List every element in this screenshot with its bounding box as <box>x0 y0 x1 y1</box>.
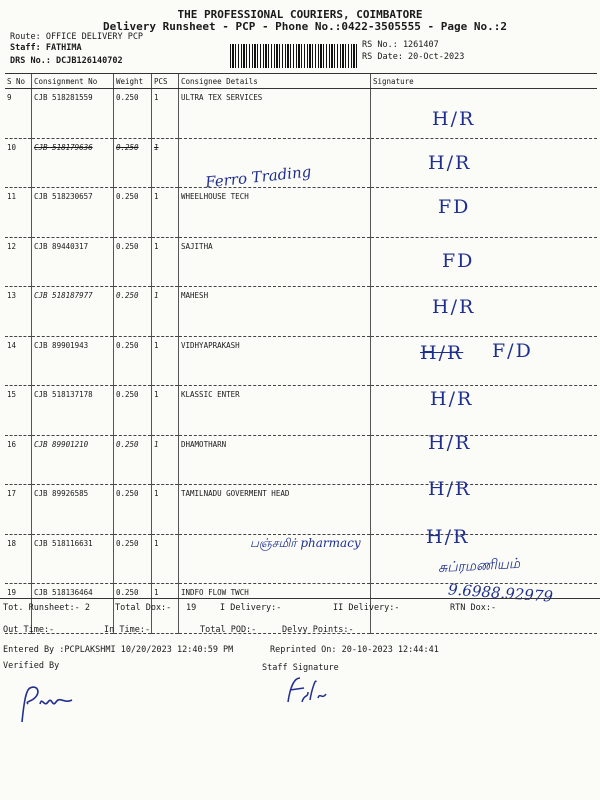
rs-date: RS Date: 20-Oct-2023 <box>362 52 465 62</box>
col-weight: Weight <box>114 74 152 89</box>
row-weight: 0.250 <box>114 237 152 287</box>
col-pcs: PCS <box>152 74 179 89</box>
table-row <box>5 435 597 485</box>
entered-by: Entered By :PCPLAKSHMI 10/20/2023 12:40:59 PM <box>3 645 234 655</box>
total-dox-label: Total Dox:- <box>115 603 172 613</box>
row-consignment: CJB 89901943 <box>32 336 114 386</box>
row-pcs: 1 <box>152 584 179 634</box>
row-consignee: KLASSIC ENTER <box>179 386 371 436</box>
table-row <box>5 89 597 139</box>
table-row <box>5 485 597 535</box>
company-name: THE PROFESSIONAL COURIERS, COIMBATORE <box>177 8 423 21</box>
signature-10: H/R <box>428 152 472 174</box>
row-sno: 13 <box>5 287 32 337</box>
signature-13: H/R <box>432 296 476 318</box>
row-consignment: CJB 89440317 <box>32 237 114 287</box>
row-weight: 0.250 <box>114 584 152 634</box>
row-signature-cell <box>371 237 598 287</box>
row-pcs: 1 <box>152 336 179 386</box>
row-weight: 0.250 <box>114 435 152 485</box>
row-sno: 14 <box>5 336 32 386</box>
row-pcs: 1 <box>152 534 179 584</box>
handwritten-note-10: Ferro Trading <box>204 162 313 192</box>
row-sno: 19 <box>5 584 32 634</box>
row-sno: 18 <box>5 534 32 584</box>
handwritten-note-18: பஞ்சமிர் pharmacy <box>250 536 361 550</box>
col-sno: S No <box>5 74 32 89</box>
reprinted-on: Reprinted On: 20-10-2023 12:44:41 <box>270 645 439 655</box>
row-pcs: 1 <box>152 287 179 337</box>
in-time: In Time:- <box>104 625 151 635</box>
row-pcs: 1 <box>152 138 179 188</box>
row-consignment: CJB 518137178 <box>32 386 114 436</box>
signature-11: FD <box>438 196 471 218</box>
col-consignee: Consignee Details <box>179 74 371 89</box>
i-delivery: I Delivery:- <box>220 603 282 613</box>
row-sno: 10 <box>5 138 32 188</box>
row-consignee: VIDHYAPRAKASH <box>179 336 371 386</box>
tot-runsheet: Tot. Runsheet:- 2 <box>3 603 90 613</box>
row-pcs: 1 <box>152 237 179 287</box>
row-consignment: CJB 518187977 <box>32 287 114 337</box>
runsheet-title: Delivery Runsheet - PCP - Phone No.:0422-3505555 - Page No.:2 <box>103 20 507 33</box>
row-consignment: CJB 89901210 <box>32 435 114 485</box>
total-dox-value: 19 <box>186 603 197 613</box>
row-consignment: CJB 518281559 <box>32 89 114 139</box>
row-weight: 0.250 <box>114 534 152 584</box>
row-consignment: CJB 518179636 <box>32 138 114 188</box>
row-signature-cell <box>371 89 598 139</box>
row-consignee: ULTRA TEX SERVICES <box>179 89 371 139</box>
row-signature-cell <box>371 485 598 535</box>
table-header-row <box>5 74 597 89</box>
row-consignment: CJB 518230657 <box>32 188 114 238</box>
row-consignee: MAHESH <box>179 287 371 337</box>
staff-text: Staff: FATHIMA <box>10 43 82 53</box>
drs-number: DRS No.: DCJB126140702 <box>10 56 123 66</box>
barcode <box>230 44 358 68</box>
footer-divider <box>0 598 600 599</box>
row-pcs: 1 <box>152 188 179 238</box>
row-weight: 0.250 <box>114 188 152 238</box>
table-row <box>5 188 597 238</box>
row-weight: 0.250 <box>114 336 152 386</box>
verified-by: Verified By <box>3 661 60 671</box>
signature-14: F/D <box>492 340 533 362</box>
table-row <box>5 386 597 436</box>
row-signature-cell <box>371 386 598 436</box>
staff-signature-label: Staff Signature <box>262 663 339 673</box>
rtn-dox: RTN Dox:- <box>450 603 497 613</box>
row-consignment: CJB 518136464 <box>32 584 114 634</box>
row-sno: 15 <box>5 386 32 436</box>
row-consignee: SAJITHA <box>179 237 371 287</box>
ii-delivery: II Delivery:- <box>333 603 400 613</box>
row-pcs: 1 <box>152 435 179 485</box>
out-time: Out Time:- <box>3 625 55 635</box>
col-signature: Signature <box>371 74 598 89</box>
handwritten-note-19: சுப்ரமணியம் <box>437 555 521 577</box>
row-consignment: CJB 518116631 <box>32 534 114 584</box>
signature-12: FD <box>442 250 475 272</box>
staff-signature <box>282 672 332 712</box>
signature-17: H/R <box>428 478 472 500</box>
row-sno: 17 <box>5 485 32 535</box>
row-signature-cell <box>371 287 598 337</box>
signature-16: H/R <box>428 432 472 454</box>
row-signature-cell <box>371 188 598 238</box>
row-consignee: DHAMOTHARN <box>179 435 371 485</box>
row-pcs: 1 <box>152 89 179 139</box>
row-signature-cell <box>371 435 598 485</box>
table-row <box>5 237 597 287</box>
signature-15: H/R <box>430 388 474 410</box>
row-consignee: TAMILNADU GOVERMENT HEAD <box>179 485 371 535</box>
signature-14-struck: H/R <box>420 342 464 364</box>
row-consignment: CJB 89926585 <box>32 485 114 535</box>
route-text: Route: OFFICE DELIVERY PCP <box>10 32 144 42</box>
total-pod: Total POD:- <box>200 625 257 635</box>
handwritten-phone: 9.6988.92979 <box>447 580 554 606</box>
delvy-points: Delvy Points:- <box>282 625 354 635</box>
signature-18: H/R <box>426 526 470 548</box>
row-consignee: WHEELHOUSE TECH <box>179 188 371 238</box>
rs-number: RS No.: 1261407 <box>362 40 439 50</box>
col-consignment: Consignment No <box>32 74 114 89</box>
row-sno: 16 <box>5 435 32 485</box>
signature-9: H/R <box>432 108 476 130</box>
row-sno: 11 <box>5 188 32 238</box>
row-sno: 9 <box>5 89 32 139</box>
row-weight: 0.250 <box>114 287 152 337</box>
row-sno: 12 <box>5 237 32 287</box>
table-row <box>5 287 597 337</box>
verifier-signature <box>14 682 84 726</box>
row-weight: 0.250 <box>114 485 152 535</box>
row-consignee: INDFO FLOW TWCH <box>179 584 371 634</box>
row-weight: 0.250 <box>114 138 152 188</box>
row-pcs: 1 <box>152 485 179 535</box>
row-pcs: 1 <box>152 386 179 436</box>
row-weight: 0.250 <box>114 386 152 436</box>
row-weight: 0.250 <box>114 89 152 139</box>
row-signature-cell <box>371 336 598 386</box>
row-signature-cell <box>371 138 598 188</box>
